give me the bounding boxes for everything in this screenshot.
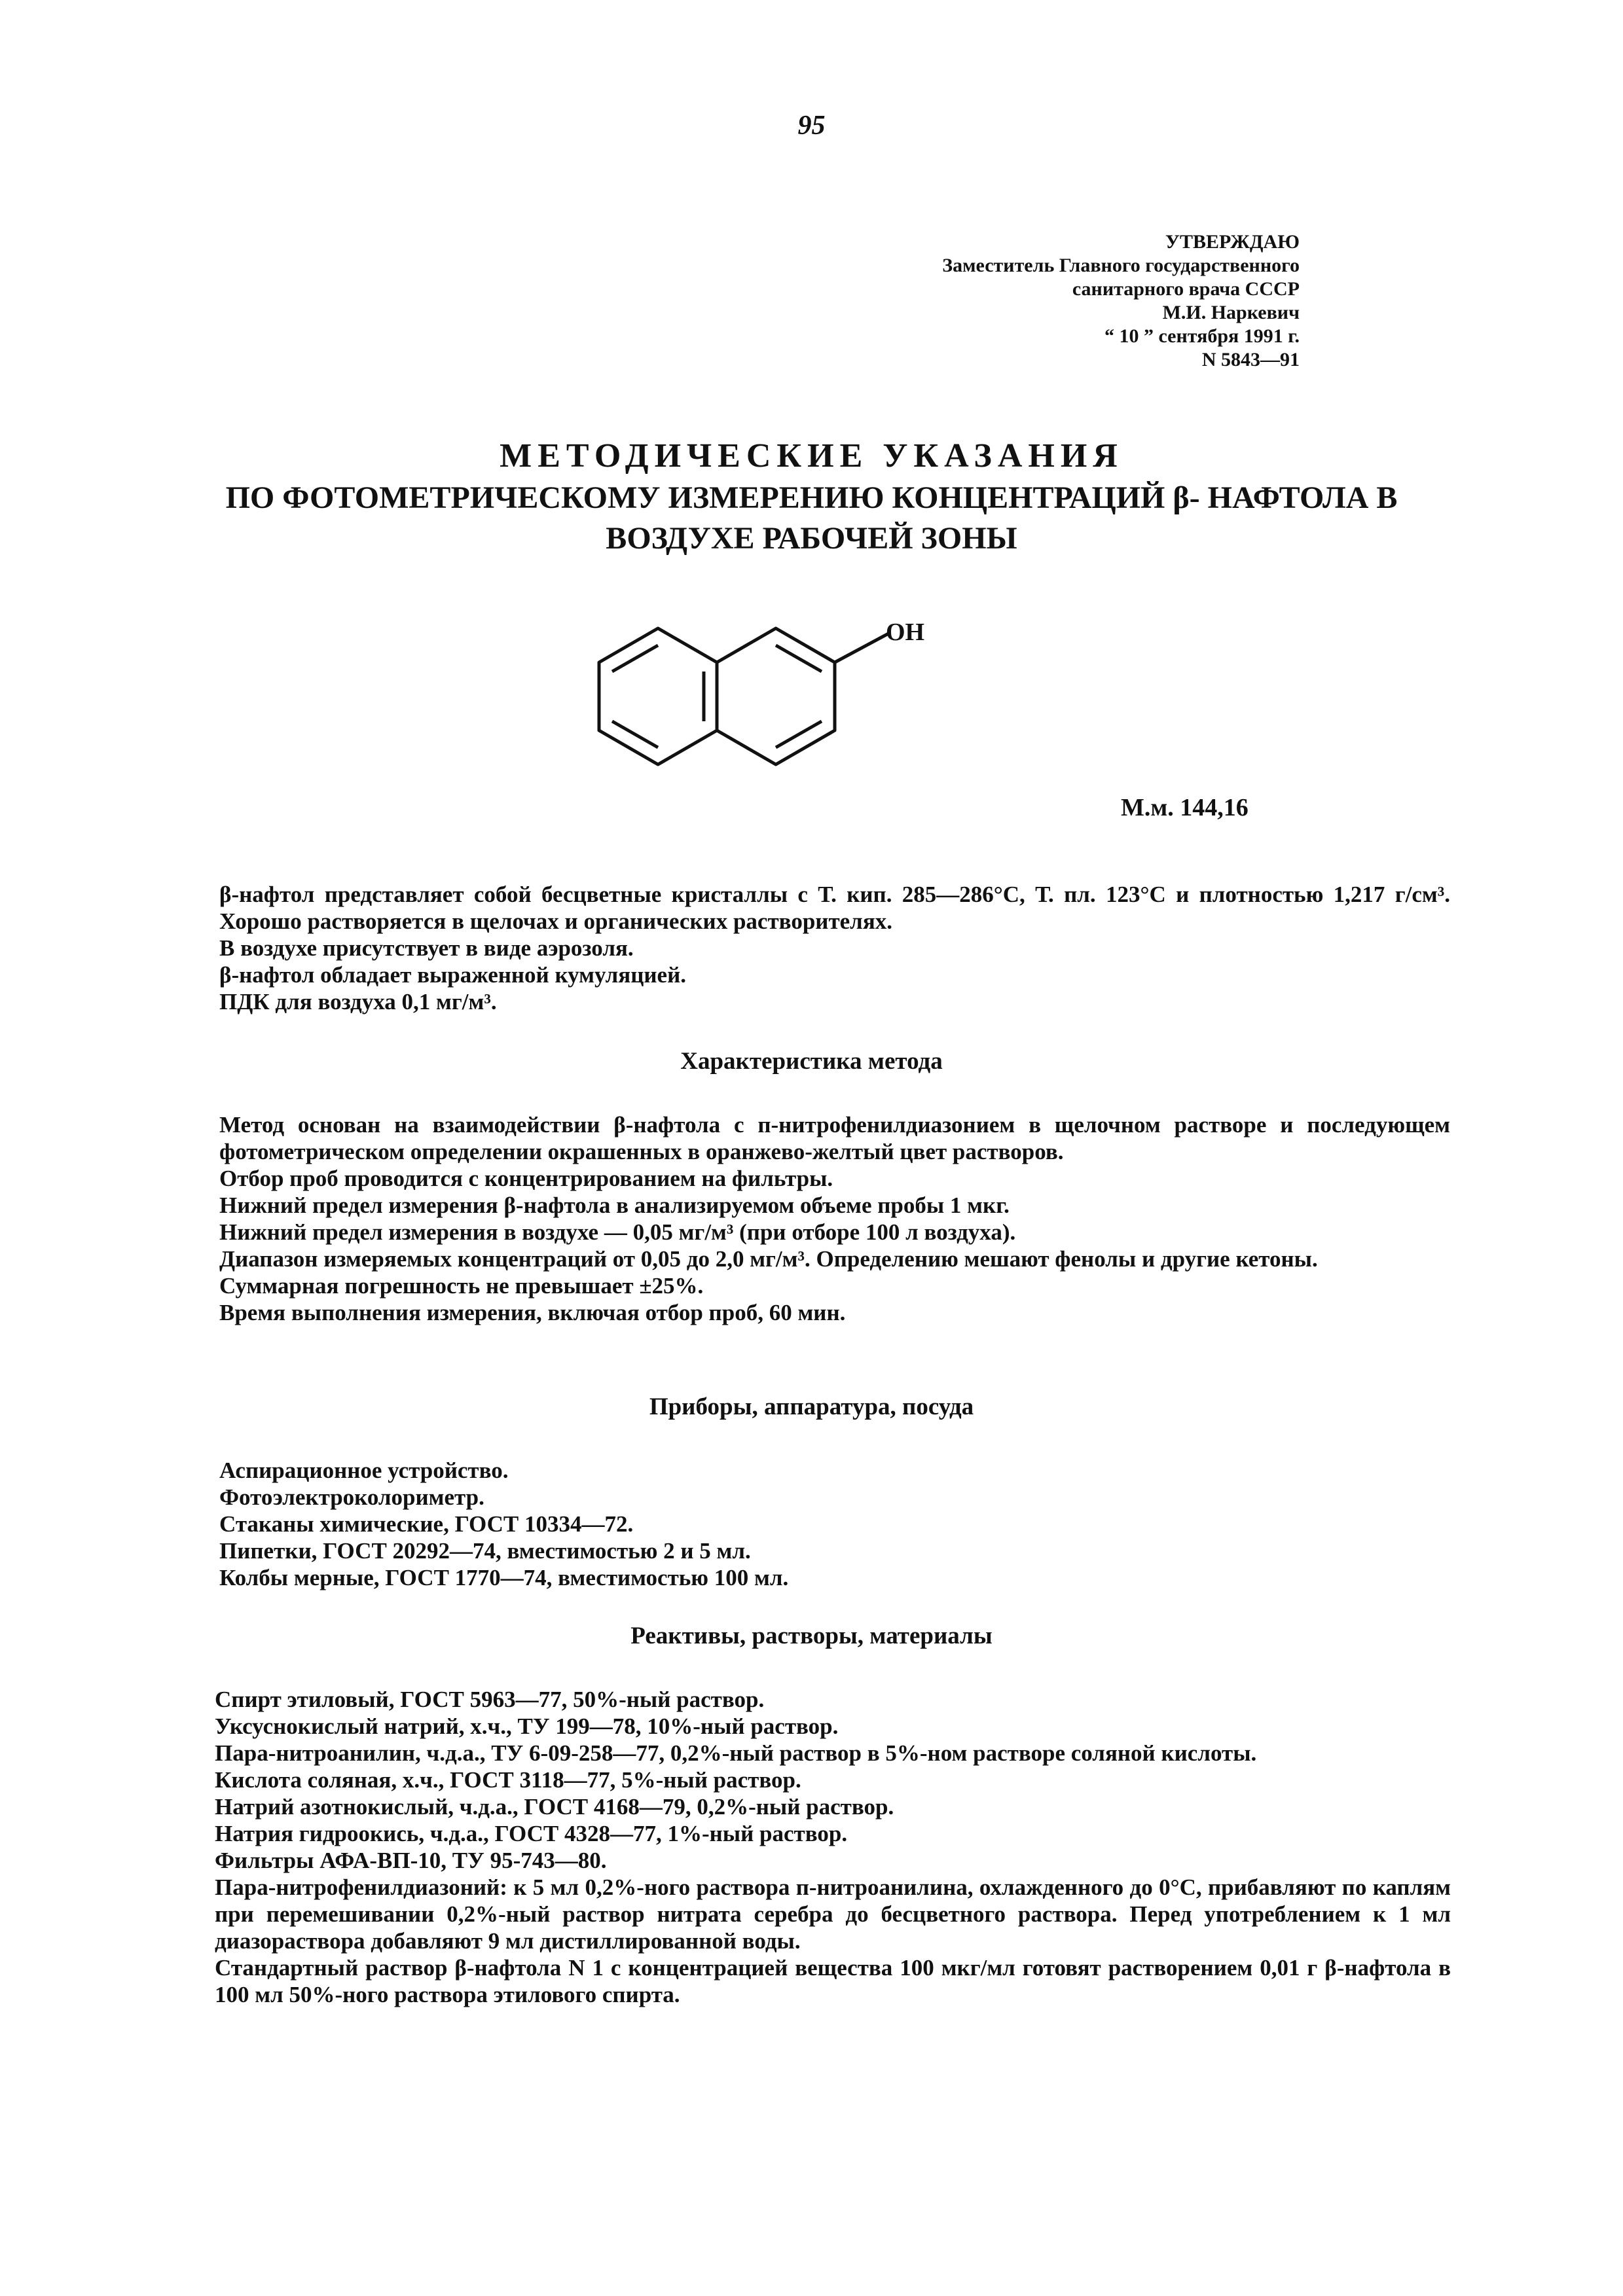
method-block: [219, 1111, 1450, 1326]
list-item: Фильтры АФА-ВП-10, ТУ 95-743—80.: [215, 1848, 607, 1873]
method-heading: Характеристика метода: [680, 1048, 943, 1075]
structural-formula: [593, 615, 959, 782]
method-paragraph: Нижний предел измерения в воздухе — 0,05 мг/м³ (при отборе 100 л воздуха).: [219, 1219, 1016, 1245]
list-item: Колбы мерные, ГОСТ 1770—74, вместимостью 100 мл.: [219, 1565, 789, 1590]
approval-line-5: “ 10 ” сентября 1991 г.: [1104, 325, 1300, 347]
method-paragraph: Время выполнения измерения, включая отбор проб, 60 мин.: [219, 1300, 846, 1325]
list-item: Аспирационное устройство.: [219, 1458, 509, 1483]
method-paragraph: Диапазон измеряемых концентраций от 0,05 до 2,0 мг/м³. Определению мешают фенолы и другие кетоны.: [219, 1246, 1318, 1272]
list-item: Натрия гидроокись, ч.д.а., ГОСТ 4328—77, 1%-ный раствор.: [215, 1821, 848, 1846]
title-line-3: ВОЗДУХЕ РАБОЧЕЙ ЗОНЫ: [606, 521, 1017, 556]
list-item: Кислота соляная, х.ч., ГОСТ 3118—77, 5%-ный раствор.: [215, 1767, 801, 1793]
list-item: Пара-нитрофенилдиазоний: к 5 мл 0,2%-ного раствора п-нитроанилина, охлажденного до 0°С, прибавляют по каплям при перемешивании 0,2%-ный раствор нитрата серебра до бесцветного раствора. Перед употреблением к 1 мл диазораствора добавляют 9 мл дистиллированной воды.: [215, 1874, 1451, 1954]
approval-line-3: санитарного врача СССР: [1072, 278, 1300, 300]
approval-stamp: [942, 230, 1300, 372]
list-item: Пара-нитроанилин, ч.д.а., ТУ 6-09-258—77, 0,2%-ный раствор в 5%-ном растворе соляной кислоты.: [215, 1740, 1257, 1766]
list-item: Пипетки, ГОСТ 20292—74, вместимостью 2 и 5 мл.: [219, 1538, 751, 1564]
right-ring: [717, 628, 835, 764]
list-item: Стаканы химические, ГОСТ 10334—72.: [219, 1511, 634, 1537]
approval-line-6: N 5843—91: [1201, 349, 1300, 370]
method-paragraph: Метод основан на взаимодействии β-нафтола с п-нитрофенилдиазонием в щелочном растворе и последующем фотометрическом определении окрашенных в оранжево-желтый цвет растворов.: [219, 1112, 1450, 1164]
reagents-heading: Реактивы, растворы, материалы: [630, 1623, 993, 1649]
left-ring: [599, 628, 717, 764]
intro-paragraph: ПДК для воздуха 0,1 мг/м³.: [219, 989, 497, 1014]
title-line-2: ПО ФОТОМЕТРИЧЕСКОМУ ИЗМЕРЕНИЮ КОНЦЕНТРАЦИЙ β- НАФТОЛА В: [225, 480, 1398, 515]
reagents-list: [215, 1686, 1451, 2008]
intro-paragraph: β-нафтол представляет собой бесцветные кристаллы с Т. кип. 285—286°С, Т. пл. 123°С и плотностью 1,217 г/см³. Хорошо растворяется в щелочах и органических растворителях.: [219, 882, 1450, 934]
method-paragraph: Отбор проб проводится с концентрированием на фильтры.: [219, 1166, 833, 1191]
document-title: [0, 435, 1623, 559]
intro-block: [219, 881, 1450, 1015]
approval-line-1: УТВЕРЖДАЮ: [1165, 231, 1300, 253]
list-item: Натрий азотнокислый, ч.д.а., ГОСТ 4168—79, 0,2%-ный раствор.: [215, 1794, 894, 1820]
naphthol-structure-diagram: [593, 615, 959, 779]
list-item: Уксуснокислый натрий, х.ч., ТУ 199—78, 10%-ный раствор.: [215, 1713, 839, 1739]
intro-paragraph: В воздухе присутствует в виде аэрозоля.: [219, 935, 634, 961]
method-paragraph: Нижний предел измерения β-нафтола в анализируемом объеме пробы 1 мкг.: [219, 1193, 1010, 1218]
molar-mass: М.м. 144,16: [1121, 794, 1249, 821]
devices-list: [219, 1457, 1457, 1591]
title-line-1: МЕТОДИЧЕСКИЕ УКАЗАНИЯ: [500, 437, 1123, 475]
method-paragraph: Суммарная погрешность не превышает ±25%.: [219, 1273, 704, 1299]
intro-paragraph: β-нафтол обладает выраженной кумуляцией.: [219, 962, 687, 988]
list-item: Фотоэлектроколориметр.: [219, 1484, 484, 1510]
list-item: Стандартный раствор β-нафтола N 1 с концентрацией вещества 100 мкг/мл готовят растворением 0,01 г β-нафтола в 100 мл 50%-ного раствора этилового спирта.: [215, 1955, 1451, 2007]
approval-line-4: М.И. Наркевич: [1162, 302, 1300, 323]
list-item: Спирт этиловый, ГОСТ 5963—77, 50%-ный раствор.: [215, 1687, 765, 1712]
page-number: 95: [797, 111, 826, 141]
approval-line-2: Заместитель Главного государственного: [942, 255, 1300, 276]
devices-heading: Приборы, аппаратура, посуда: [649, 1393, 974, 1420]
oh-label: OH: [886, 619, 925, 646]
